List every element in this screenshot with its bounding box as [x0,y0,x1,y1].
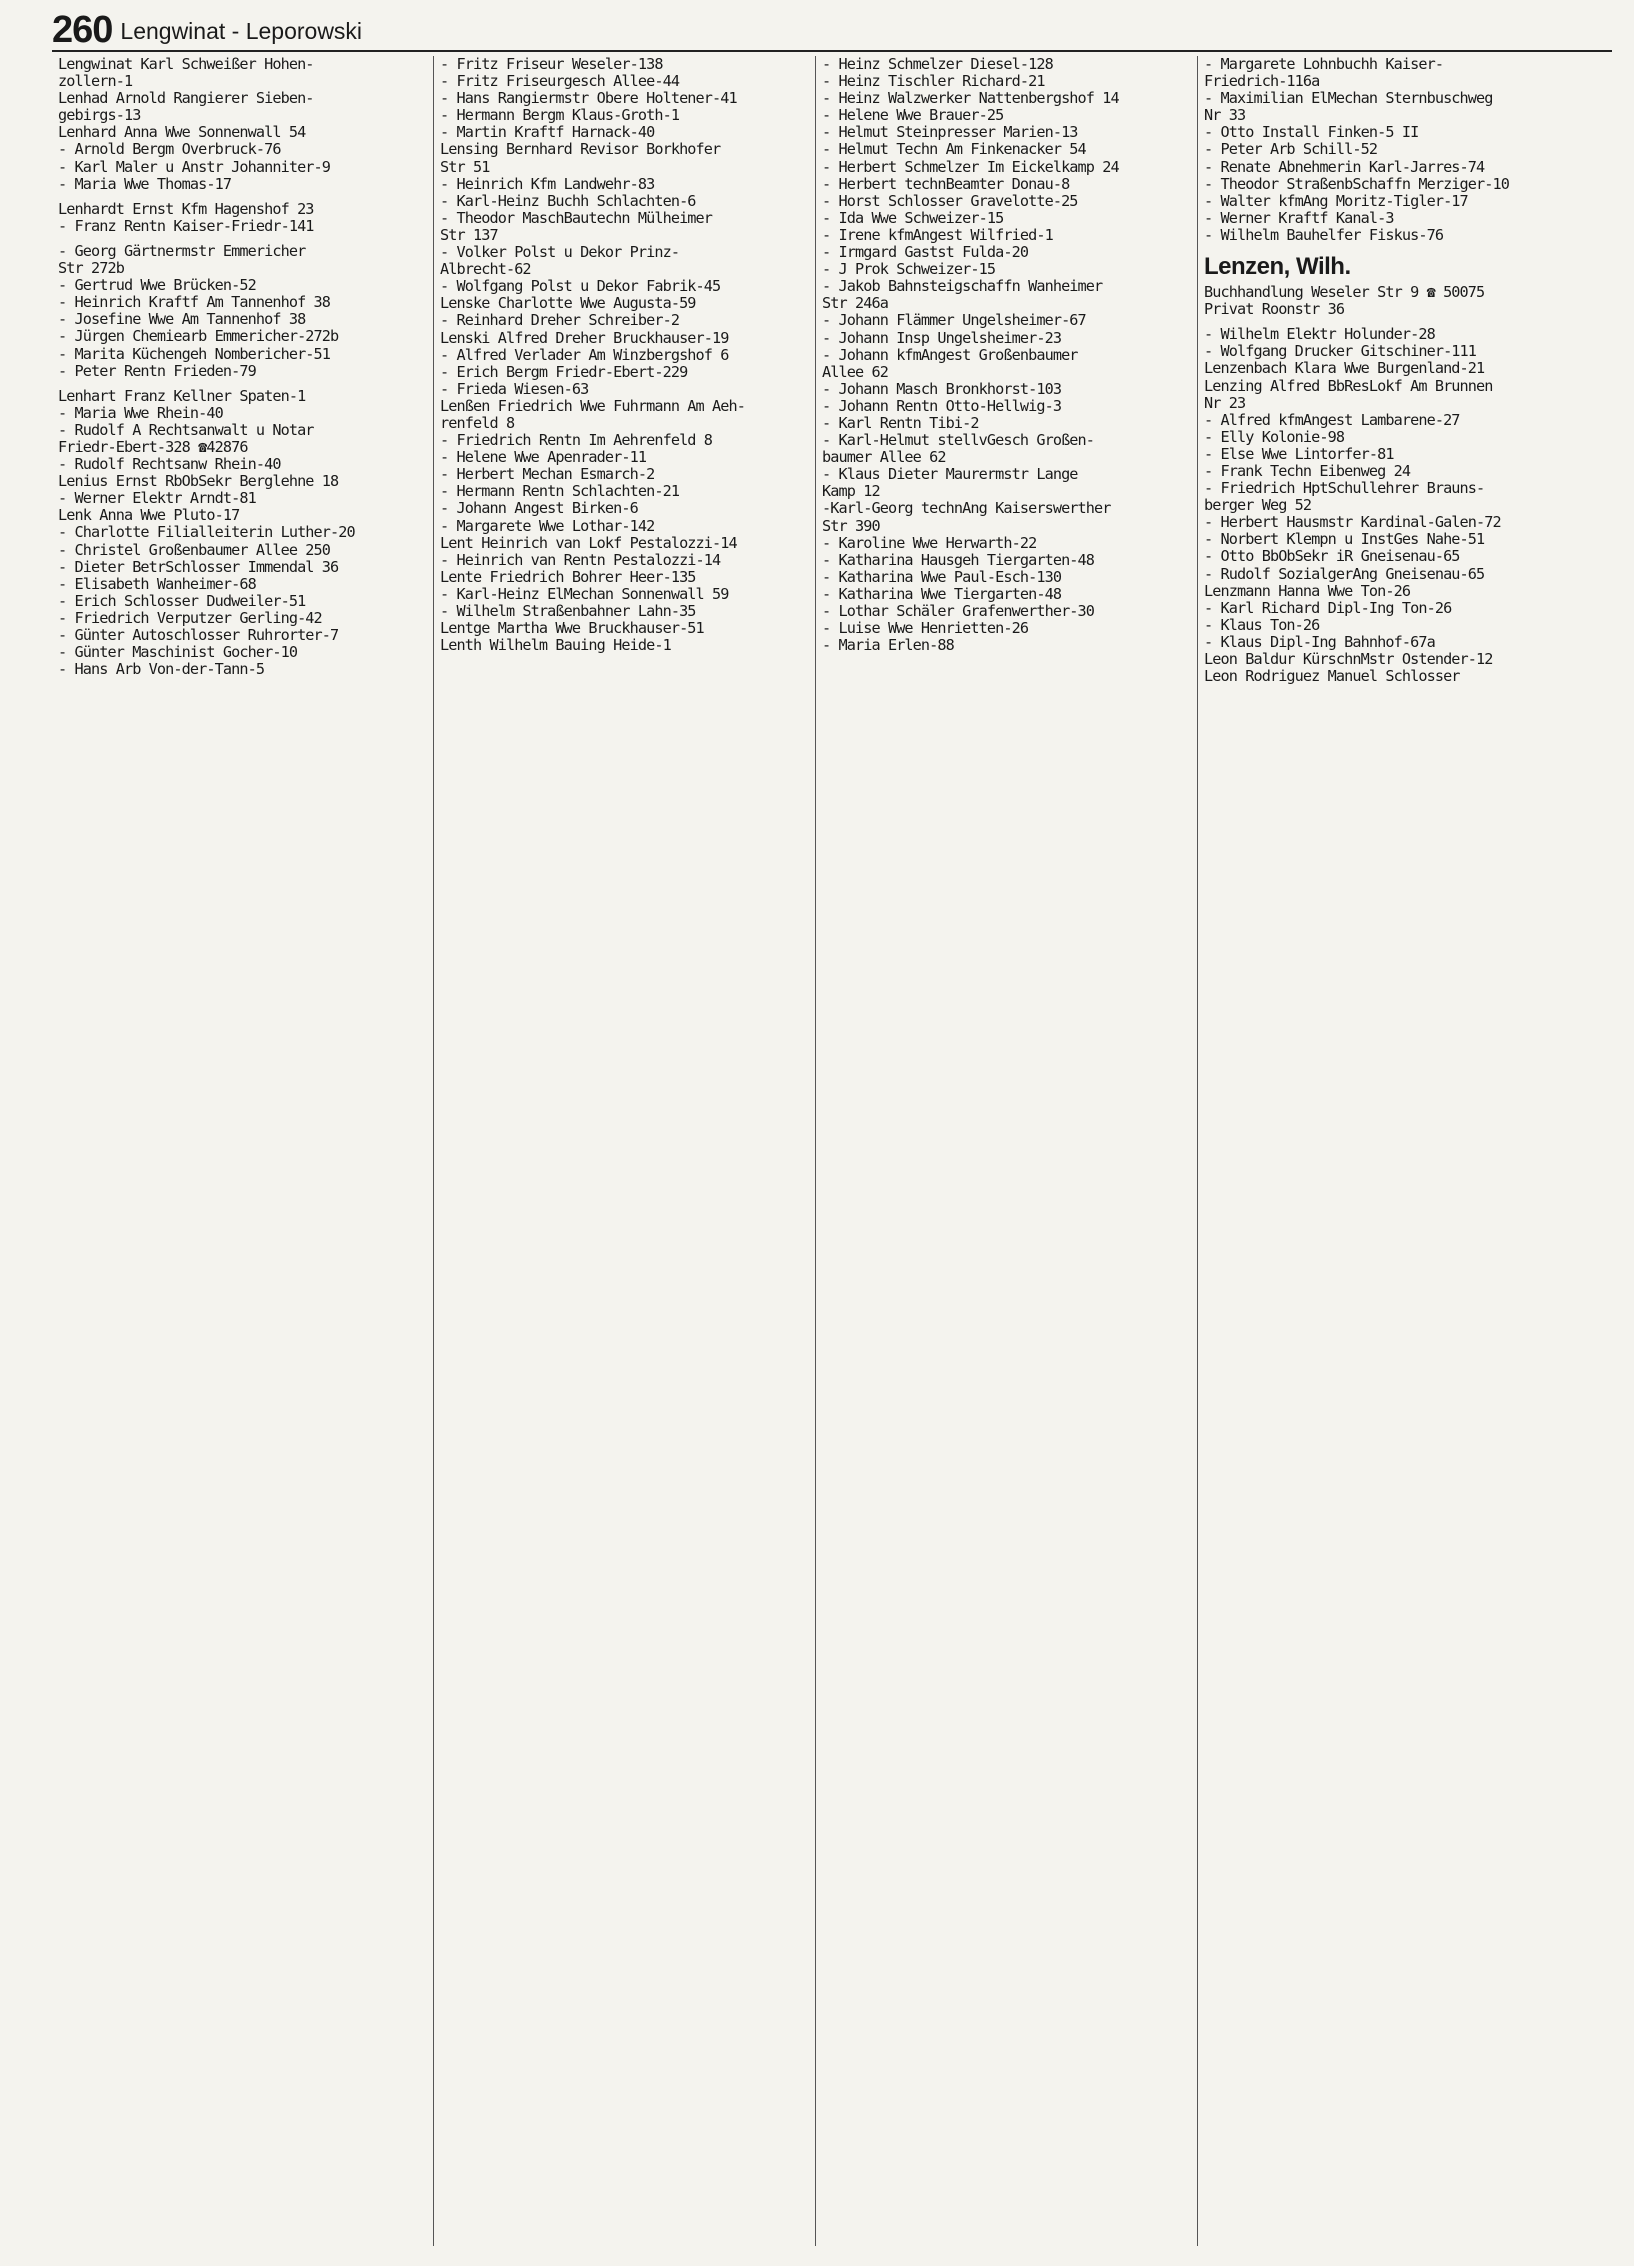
directory-entry: - Helmut Steinpresser Marien-13 [822,124,1078,142]
directory-entry: Lent Heinrich van Lokf Pestalozzi-14 [440,534,737,552]
directory-entry: - Helene Wwe Apenrader-11 [440,449,647,467]
directory-entry: - Johann Masch Bronkhorst-103 [822,380,1062,398]
directory-entry: - Theodor MaschBautechn Mülheimer [440,209,713,227]
directory-entry: - Karl-Helmut stellvGesch Großen- [822,432,1095,450]
directory-entry: - Johann kfmAngest Großenbaumer [822,346,1078,364]
directory-entry: - Klaus Dipl-Ing Bahnhof-67a [1204,633,1435,651]
directory-entry: - Werner Elektr Arndt-81 [58,490,256,508]
directory-entry: - Wolfgang Drucker Gitschiner-111 [1204,343,1477,361]
directory-entry: - Irmgard Gastst Fulda-20 [822,244,1029,262]
section-heading: Lenzen, Wilh. [1204,253,1351,281]
directory-entry: - Frank Techn Eibenweg 24 [1204,462,1411,480]
directory-entry: - Karl-Heinz Buchh Schlachten-6 [440,192,696,210]
directory-entry: Buchhandlung Weseler Str 9 ☎ 50075 [1204,284,1485,302]
directory-entry: - Herbert Schmelzer Im Eickelkamp 24 [822,158,1119,176]
directory-entry: - Gertrud Wwe Brücken-52 [58,277,256,295]
directory-entry: baumer Allee 62 [822,449,946,467]
directory-entry: - Maximilian ElMechan Sternbuschweg [1204,90,1493,108]
directory-entry: - Heinrich van Rentn Pestalozzi-14 [440,551,721,569]
directory-entry: - Johann Insp Ungelsheimer-23 [822,329,1062,347]
column-4 [1198,56,1580,2246]
directory-entry: - Charlotte Filialleiterin Luther-20 [58,524,355,542]
directory-entry: Friedr-Ebert-328 ☎42876 [58,438,248,456]
directory-entry: - Rudolf SozialgerAng Gneisenau-65 [1204,565,1485,583]
directory-entry: - Josefine Wwe Am Tannenhof 38 [58,311,306,329]
directory-entry: - Renate Abnehmerin Karl-Jarres-74 [1204,158,1485,176]
directory-entry: Lenius Ernst RbObSekr Berglehne 18 [58,473,339,491]
directory-entry: - Volker Polst u Dekor Prinz- [440,244,680,262]
directory-entry: Str 246a [822,295,888,313]
directory-entry: renfeld 8 [440,414,515,432]
directory-entry: - Peter Rentn Frieden-79 [58,362,256,380]
directory-entry: Lensing Bernhard Revisor Borkhofer [440,141,721,159]
directory-entry: - Klaus Dieter Maurermstr Lange [822,466,1078,484]
directory-entry: - Theodor StraßenbSchaffn Merziger-10 [1204,175,1510,193]
directory-entry: - Hans Rangiermstr Obere Holtener-41 [440,90,737,108]
directory-entry: - Else Wwe Lintorfer-81 [1204,445,1394,463]
directory-entry: - Karl-Heinz ElMechan Sonnenwall 59 [440,585,729,603]
directory-entry: Lenhad Arnold Rangierer Sieben- [58,90,314,108]
directory-entry: - Fritz Friseur Weseler-138 [440,56,663,73]
directory-entry: Privat Roonstr 36 [1204,301,1345,319]
directory-entry: Lenzmann Hanna Wwe Ton-26 [1204,582,1411,600]
directory-entry: - Friedrich Verputzer Gerling-42 [58,609,322,627]
directory-entry: - Heinrich Kraftf Am Tannenhof 38 [58,294,331,312]
directory-entry: - Margarete Wwe Lothar-142 [440,517,655,535]
directory-entry: - Helmut Techn Am Finkenacker 54 [822,141,1086,159]
directory-entry: - Alfred Verlader Am Winzbergshof 6 [440,346,729,364]
directory-entry: - Wolfgang Polst u Dekor Fabrik-45 [440,278,721,296]
directory-entry: - Johann Rentn Otto-Hellwig-3 [822,397,1062,415]
directory-entry: - Hermann Rentn Schlachten-21 [440,483,680,501]
directory-entry: -Karl-Georg technAng Kaiserswerther [822,500,1111,518]
directory-entry: - Jürgen Chemiearb Emmericher-272b [58,328,339,346]
directory-entry: Lenske Charlotte Wwe Augusta-59 [440,295,696,313]
directory-entry: - Lothar Schäler Grafenwerther-30 [822,603,1095,620]
directory-entry: - Herbert technBeamter Donau-8 [822,175,1070,193]
directory-entry: - Wilhelm Bauhelfer Fiskus-76 [1204,226,1444,244]
directory-entry: - Alfred kfmAngest Lambarene-27 [1204,411,1460,429]
directory-entry: Lente Friedrich Bohrer Heer-135 [440,568,696,586]
directory-entry: - Erich Bergm Friedr-Ebert-229 [440,363,688,381]
directory-entry: Str 137 [440,226,498,244]
directory-entry: Str 272b [58,260,124,278]
page-header [52,4,1612,52]
page-number: 260 [52,9,113,51]
directory-entry: - Margarete Lohnbuchh Kaiser- [1204,56,1444,73]
directory-entry: - Peter Arb Schill-52 [1204,141,1378,159]
directory-entry: - Fritz Friseurgesch Allee-44 [440,73,680,91]
directory-entry: - Karl Maler u Anstr Johanniter-9 [58,158,331,176]
directory-entry: - Elly Kolonie-98 [1204,428,1345,446]
directory-entry: - Erich Schlosser Dudweiler-51 [58,592,306,610]
directory-entry: - Maria Wwe Rhein-40 [58,404,223,422]
directory-entry: - Ida Wwe Schweizer-15 [822,209,1004,227]
directory-entry: - Reinhard Dreher Schreiber-2 [440,312,680,330]
directory-entry: - Marita Küchengeh Nombericher-51 [58,345,331,363]
directory-entry: zollern-1 [58,73,133,91]
directory-entry: - Martin Kraftf Harnack-40 [440,124,655,142]
directory-entry: - Werner Kraftf Kanal-3 [1204,209,1394,227]
directory-entry: - Heinrich Kfm Landwehr-83 [440,175,655,193]
directory-entry: - Katharina Wwe Tiergarten-48 [822,585,1062,603]
directory-entry: - Günter Autoschlosser Ruhrorter-7 [58,627,339,644]
directory-entry: - Helene Wwe Brauer-25 [822,107,1004,125]
directory-entry: - J Prok Schweizer-15 [822,261,996,279]
directory-entry: - Friedrich HptSchullehrer Brauns- [1204,480,1485,498]
directory-entry: - Rudolf Rechtsanw Rhein-40 [58,456,281,474]
directory-entry: - Katharina Wwe Paul-Esch-130 [822,568,1062,586]
directory-entry: Lentge Martha Wwe Bruckhauser-51 [440,620,704,638]
running-head: Lengwinat - Leporowski [120,18,363,44]
directory-entry: - Karl Richard Dipl-Ing Ton-26 [1204,599,1452,617]
directory-entry: - Heinz Walzwerker Nattenbergshof 14 [822,90,1119,108]
directory-entry: - Otto BbObSekr iR Gneisenau-65 [1204,548,1460,566]
directory-entry: - Heinz Tischler Richard-21 [822,73,1045,91]
directory-entry: - Irene kfmAngest Wilfried-1 [822,226,1053,244]
directory-entry: - Norbert Klempn u InstGes Nahe-51 [1204,531,1485,549]
directory-entry: - Hermann Bergm Klaus-Groth-1 [440,107,680,125]
directory-entry: - Jakob Bahnsteigschaffn Wanheimer [822,278,1103,296]
directory-entry: - Maria Erlen-88 [822,637,954,655]
directory-entry: - Horst Schlosser Gravelotte-25 [822,192,1078,210]
directory-entry: Lenhart Franz Kellner Spaten-1 [58,387,306,405]
directory-entry: Lenzing Alfred BbResLokf Am Brunnen [1204,377,1493,395]
directory-entry: - Franz Rentn Kaiser-Friedr-141 [58,217,314,235]
directory-entry: Lenk Anna Wwe Pluto-17 [58,507,240,525]
directory-entry: - Otto Install Finken-5 II [1204,124,1419,142]
directory-entry: - Karoline Wwe Herwarth-22 [822,534,1037,552]
directory-entry: Lenhardt Ernst Kfm Hagenshof 23 [58,200,314,218]
directory-entry: - Wilhelm Straßenbahner Lahn-35 [440,603,696,620]
directory-entry: - Karl Rentn Tibi-2 [822,414,979,432]
directory-entry: Str 390 [822,517,880,535]
directory-entry: berger Weg 52 [1204,497,1312,515]
directory-entry: - Herbert Hausmstr Kardinal-Galen-72 [1204,514,1501,532]
directory-entry: - Wilhelm Elektr Holunder-28 [1204,326,1435,344]
directory-entry: - Elisabeth Wanheimer-68 [58,575,256,593]
directory-entry: Allee 62 [822,363,888,381]
directory-entry: - Luise Wwe Henrietten-26 [822,620,1029,638]
directory-entry: - Arnold Bergm Overbruck-76 [58,141,281,159]
directory-entry: Lenth Wilhelm Bauing Heide-1 [440,637,671,655]
directory-entry: Lenhard Anna Wwe Sonnenwall 54 [58,124,306,142]
directory-entry: - Christel Großenbaumer Allee 250 [58,541,331,559]
directory-entry: - Rudolf A Rechtsanwalt u Notar [58,421,314,439]
directory-entry: Leon Baldur KürschnMstr Ostender-12 [1204,651,1493,668]
directory-entry: gebirgs-13 [58,107,141,125]
directory-entry: Friedrich-116a [1204,73,1320,91]
directory-entry: - Herbert Mechan Esmarch-2 [440,466,655,484]
directory-entry: Nr 23 [1204,394,1246,412]
directory-entry: - Hans Arb Von-der-Tann-5 [58,661,265,679]
directory-entry: - Johann Angest Birken-6 [440,500,638,518]
directory-entry: - Maria Wwe Thomas-17 [58,175,232,193]
directory-entry: Str 51 [440,158,490,176]
column-1 [52,56,434,2246]
directory-entry: - Heinz Schmelzer Diesel-128 [822,56,1053,73]
directory-entry: - Katharina Hausgeh Tiergarten-48 [822,551,1095,569]
directory-entry: - Georg Gärtnermstr Emmericher [58,242,306,260]
directory-entry: - Walter kfmAng Moritz-Tigler-17 [1204,192,1468,210]
directory-columns [52,56,1612,2246]
directory-entry: Lenski Alfred Dreher Bruckhauser-19 [440,329,729,347]
directory-entry: - Johann Flämmer Ungelsheimer-67 [822,312,1086,330]
directory-entry: Kamp 12 [822,483,880,501]
directory-entry: Lengwinat Karl Schweißer Hohen- [58,56,314,73]
directory-entry: Lenzenbach Klara Wwe Burgenland-21 [1204,360,1485,378]
directory-entry: Nr 33 [1204,107,1246,125]
column-2 [434,56,816,2246]
directory-entry: Lenßen Friedrich Wwe Fuhrmann Am Aeh- [440,397,746,415]
directory-entry: - Klaus Ton-26 [1204,616,1320,634]
directory-entry: - Friedrich Rentn Im Aehrenfeld 8 [440,432,713,450]
directory-entry: Albrecht-62 [440,261,531,279]
directory-entry: - Günter Maschinist Gocher-10 [58,644,298,662]
column-3 [816,56,1198,2246]
directory-entry: - Dieter BetrSchlosser Immendal 36 [58,558,339,576]
directory-entry: Leon Rodriguez Manuel Schlosser [1204,668,1460,686]
directory-entry: - Frieda Wiesen-63 [440,380,589,398]
